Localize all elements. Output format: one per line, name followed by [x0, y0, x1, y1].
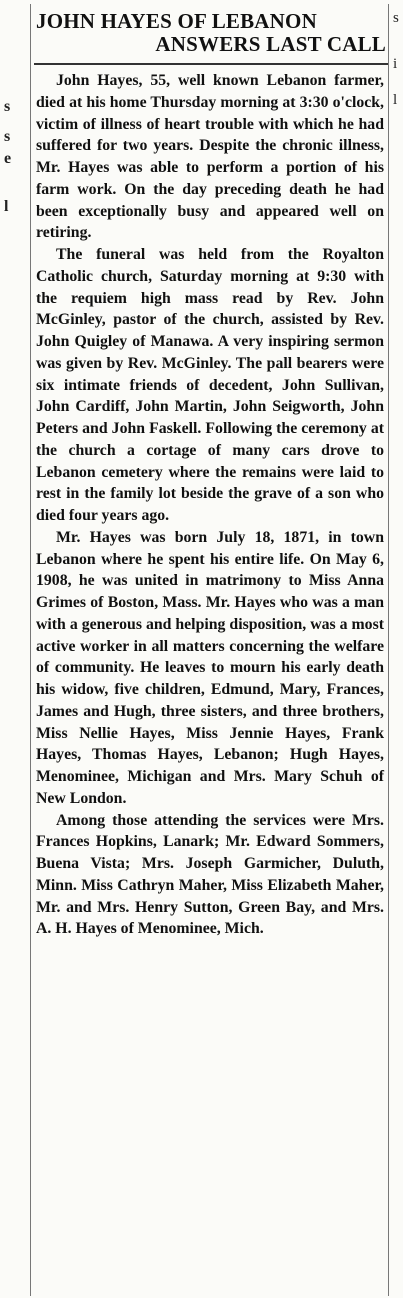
edge-letter: s — [393, 10, 399, 26]
paragraph-funeral: The funeral was held from the Royalton Catholic church, Saturday morning at 9:30 with the requiem high mass read by Rev. John McGinley, pastor of the church, assisted by Rev. John Quigley of Manawa. A very inspiring sermon was given by Rev. McGinley. The pall bearers were six intimate friends of decedent, John Sullivan, John Cardiff, John Martin, John Seigworth, John Peters and John Faskell. Following the ceremony at the church a cortage of many cars drove to Lebanon cemetery where the remains were laid to rest in the family lot beside the grave of a son who died four years ago. — [36, 246, 384, 524]
column-rule-left — [30, 4, 31, 1296]
edge-letter: s — [4, 128, 11, 145]
edge-letter: e — [4, 150, 12, 167]
adjacent-column-fragment-left — [0, 0, 28, 1298]
headline-line-1: JOHN HAYES OF LEBANON — [36, 9, 317, 33]
column-rule-right — [388, 4, 389, 1296]
paragraph-death-notice: John Hayes, 55, well known Lebanon farmer, died at his home Thursday morning at 3:30 o'clock, victim of illness of heart trouble with which he had suffered for two years. Despite the chronic illness, Mr. Hayes was able to perform a portion of his farm work. On the day preceding death he had been exceptionally busy and appeared well on retiring. — [36, 72, 384, 242]
edge-letter: l — [393, 92, 398, 108]
edge-letter: i — [393, 56, 398, 72]
article-headline — [36, 10, 386, 56]
headline-line-2: ANSWERS LAST CALL — [155, 32, 386, 56]
paragraph-attendees: Among those attending the services were Mrs. Frances Hopkins, Lanark; Mr. Edward Sommers, Buena Vista; Mrs. Joseph Garmicher, Duluth, Minn. Miss Cathryn Maher, Miss Elizabeth Maher, Mr. and Mrs. Henry Sutton, Green Bay, and Mrs. A. H. Hayes of Menominee, Mich. — [36, 811, 384, 938]
article-body — [36, 70, 384, 940]
paragraph-biography: Mr. Hayes was born July 18, 1871, in town Lebanon where he spent his entire life. On May 6, 1908, he was united in matrimony to Miss Anna Grimes of Boston, Mass. Mr. Hayes who was a man with a generous and helping disposition, was a most active worker in all matters concerning the welfare of community. He leaves to mourn his early death his widow, five children, Edmund, Mary, Frances, James and Hugh, three sisters, and three brothers, Miss Nellie Hayes, Miss Jennie Hayes, Frank Hayes, Thomas Hayes, Lebanon; Hugh Hayes, Menominee, Michigan and Mrs. Mary Schuh of New London. — [36, 528, 384, 807]
edge-letter: l — [4, 198, 9, 215]
headline-rule — [34, 63, 388, 65]
adjacent-column-fragment-right — [390, 0, 403, 1298]
edge-letter: s — [4, 98, 11, 115]
